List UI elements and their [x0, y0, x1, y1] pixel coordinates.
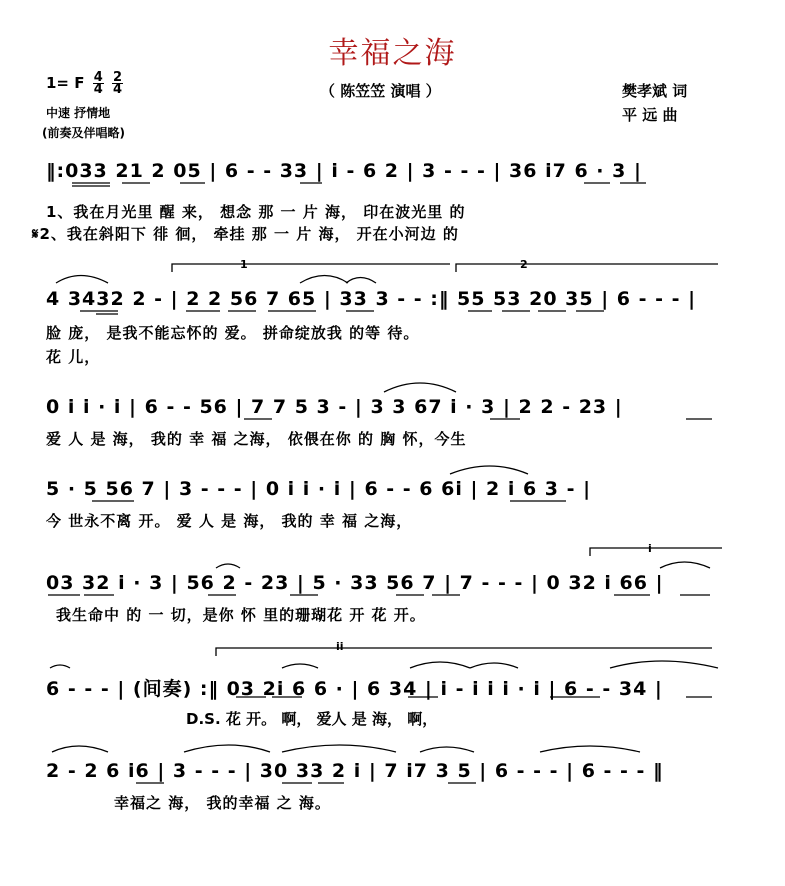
score-row-5: 03 32 i · 3 | 56 2 - 23 | 5 · 33 56 7 | 7 - - - | 0 32 i 66 |	[46, 572, 664, 594]
lyrics-row-1-verse-1: 1、我在月光里 醒 来， 想念 那 一 片 海， 印在波光里 的	[46, 203, 466, 221]
lyrics-row-7: 幸福之 海， 我的幸福 之 海。	[114, 794, 331, 812]
volta-1-label: 1	[240, 258, 248, 271]
tempo-marking: 中速 抒情地	[46, 106, 111, 120]
lyrics-row-1-verse-2: 𝄋2、我在斜阳下 徘 徊， 牵挂 那 一 片 海， 开在小河边 的	[32, 225, 459, 243]
volta-i-label: i	[648, 542, 652, 555]
song-title: 幸福之海	[328, 36, 457, 71]
lyrics-row-4: 今 世永不离 开。 爱 人 是 海， 我的 幸 福 之海，	[46, 512, 413, 530]
score-row-7: 2 - 2 6 i6 | 3 - - - | 30 33 2 i | 7 i7 3 5 | 6 - - - | 6 - - - ‖	[46, 760, 664, 782]
time-signature-1: $\frac{4}{4}$	[93, 70, 103, 97]
lyrics-row-3: 爱 人 是 海， 我的 幸 福 之海， 依偎在你 的 胸 怀，今生	[46, 430, 467, 448]
score-row-3: 0 i i · i | 6 - - 56 | 7 7 5 3 - | 3 3 67 i · 3 | 2 2 - 23 |	[46, 396, 623, 418]
prelude-note: (前奏及伴唱略)	[42, 126, 125, 140]
score-row-6: 6 - - - | (间奏) :‖ 03 2i 6 6 · | 6 34 | i - i i i · i | 6 - - 34 |	[46, 678, 663, 700]
time-signature-2: $\frac{2}{4}$	[113, 70, 123, 97]
lyricist-credit: 樊孝斌 词	[622, 82, 688, 100]
lyrics-row-6: D.S. 花 开。 啊， 爱人 是 海， 啊，	[186, 710, 438, 728]
key-label: 1= F	[46, 74, 85, 92]
lyrics-row-2-verse-2: 花 儿，	[46, 348, 101, 366]
volta-2-label: 2	[520, 258, 528, 271]
composer-credit: 平 远 曲	[622, 106, 678, 124]
performer-line: （ 陈笠笠 演唱 ）	[320, 82, 441, 100]
volta-ii-label: ii	[336, 640, 344, 653]
score-row-1: ‖:033 21 2 05 | 6 - - 33 | i - 6 2 | 3 - - - | 36 i7 6 · 3 |	[46, 160, 642, 182]
lyrics-row-2-verse-1: 脸 庞， 是我不能忘怀的 爱。 拼命绽放我 的等 待。	[46, 324, 420, 342]
score-row-2: 4 3432 2 - | 2 2 56 7 65 | 33 3 - - :‖ 55 53 20 35 | 6 - - - |	[46, 288, 697, 310]
score-row-4: 5 · 5 56 7 | 3 - - - | 0 i i · i | 6 - - 6 6i | 2 i 6 3 - |	[46, 478, 592, 500]
lyrics-row-5: 我生命中 的 一 切，是你 怀 里的珊瑚花 开 花 开。	[56, 606, 426, 624]
